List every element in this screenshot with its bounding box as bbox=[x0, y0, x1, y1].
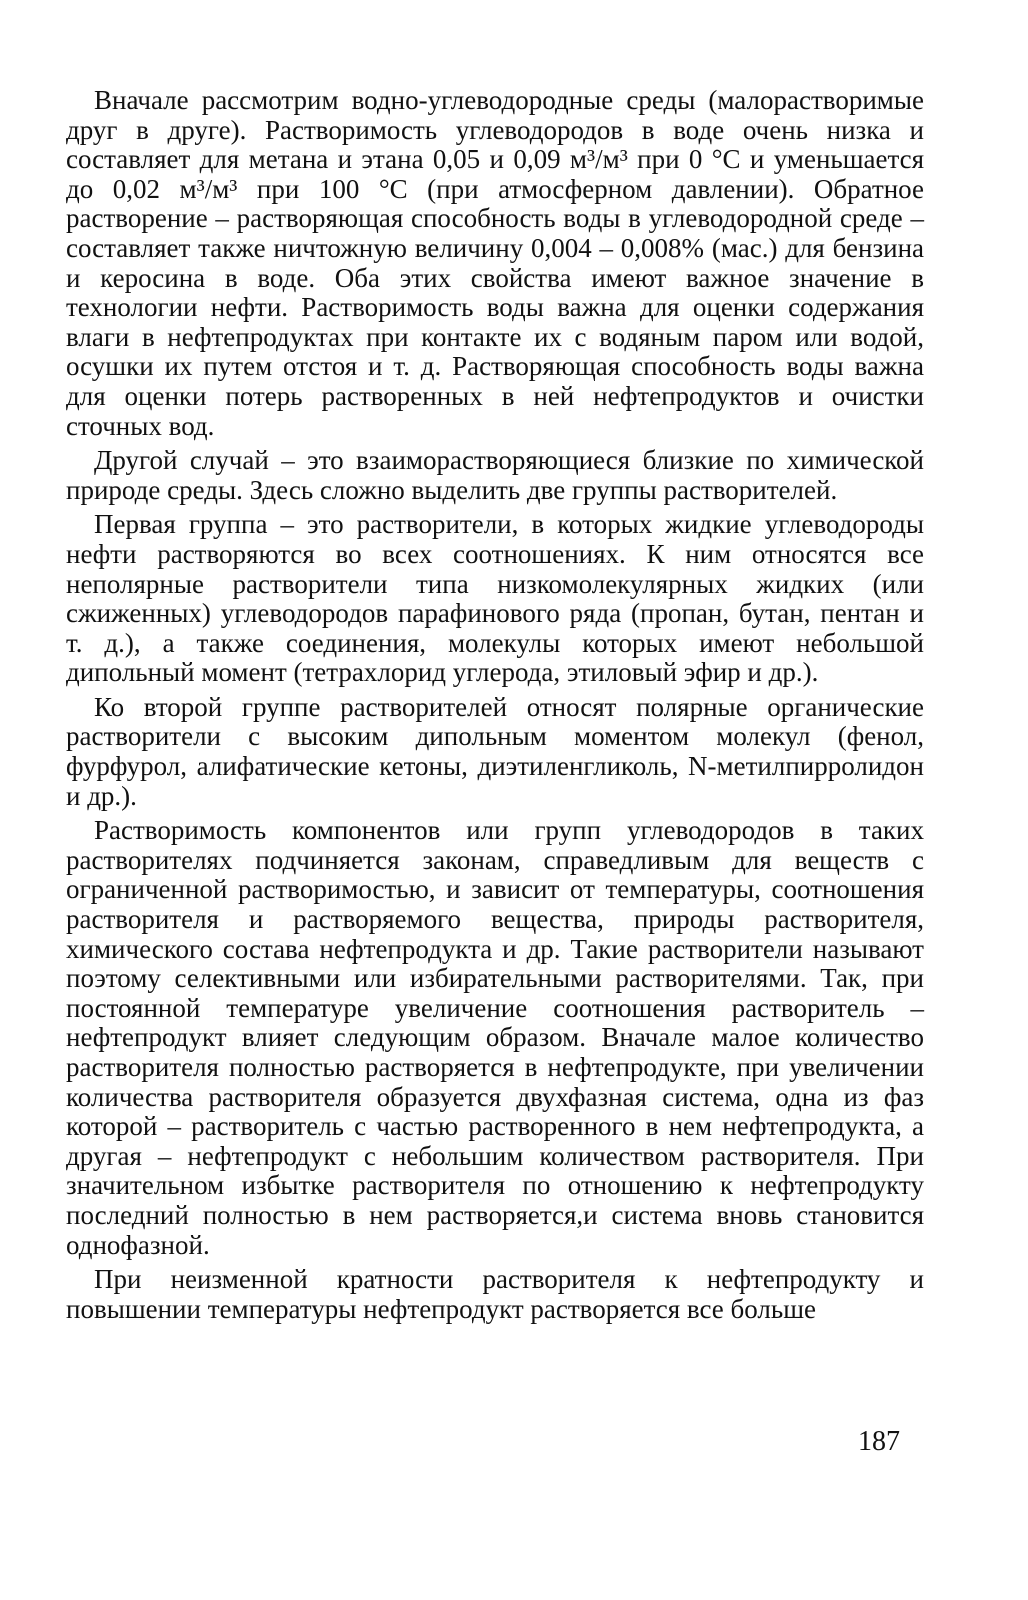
paragraph-selective-solvents: Растворимость компонентов или групп углеводородов в таких растворителях подчиняется законам, справедливым для веществ с ограниченной растворимостью, и зависит от температуры, соотношения растворителя и растворяемого вещества, природы растворителя, химического состава нефтепродукта и др. Такие растворители называют поэтому селективными или избирательными растворителями. Так, при постоянной температуре увеличение соотношения растворитель – нефтепродукт влияет следующим образом. Вначале малое количество растворителя полностью растворяется в нефтепродукте, при увеличении количества растворителя образуется двухфазная система, одна из фаз которой – растворитель с частью растворенного в нем нефтепродукта, а другая – нефтепродукт с небольшим количеством растворителя. При значительном избытке растворителя по отношению к нефтепродукту последний полностью в нем растворяется,и система вновь становится однофазной. bbox=[66, 815, 924, 1260]
paragraph-mutually-soluble-media: Другой случай – это взаиморастворяющиеся близкие по химической природе среды. Здесь сложно выделить две группы растворителей. bbox=[66, 445, 924, 505]
paragraph-temperature-effect: При неизменной кратности растворителя к нефтепродукту и повышении температуры нефтепродукт растворяется все больше bbox=[66, 1264, 924, 1324]
page-number: 187 bbox=[858, 1426, 900, 1457]
page-body bbox=[66, 86, 924, 1329]
paragraph-water-hydrocarbon-media: Вначале рассмотрим водно-углеводородные среды (малорастворимые друг в друге). Растворимость углеводородов в воде очень низка и составляет для метана и этана 0,05 и 0,09 м³/м³ при 0 °С и уменьшается до 0,02 м³/м³ при 100 °С (при атмосферном давлении). Обратное растворение – растворяющая способность воды в углеводородной среде – составляет также ничтожную величину 0,004 – 0,008% (мас.) для бензина и керосина в воде. Оба этих свойства имеют важное значение в технологии нефти. Растворимость воды важна для оценки содержания влаги в нефтепродуктах при контакте их с водяным паром или водой, осушки их путем отстоя и т. д. Растворяющая способность воды важна для оценки потерь растворенных в ней нефтепродуктов и очистки сточных вод. bbox=[66, 85, 924, 441]
paragraph-first-solvent-group: Первая группа – это растворители, в которых жидкие углеводороды нефти растворяются во всех соотношениях. К ним относятся все неполярные растворители типа низкомолекулярных жидких (или сжиженных) углеводородов парафинового ряда (пропан, бутан, пентан и т. д.), а также соединения, молекулы которых имеют небольшой дипольный момент (тетрахлорид углерода, этиловый эфир и др.). bbox=[66, 509, 924, 688]
paragraph-second-solvent-group: Ко второй группе растворителей относят полярные органические растворители с высоким дипольным моментом молекул (фенол, фурфурол, алифатические кетоны, диэтиленгликоль, N-метилпирролидон и др.). bbox=[66, 691, 924, 811]
